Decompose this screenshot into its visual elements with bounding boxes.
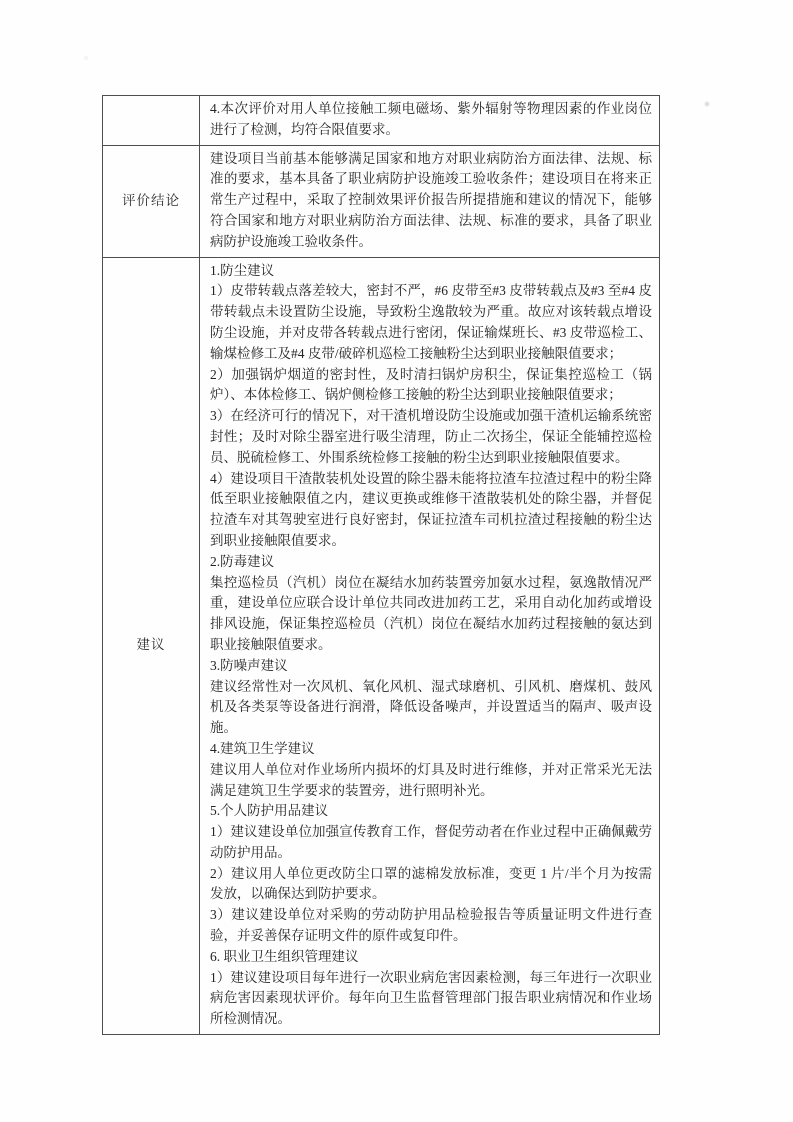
paragraph: 集控巡检员（汽机）岗位在凝结水加药装置旁加氨水过程，氨逸散情况严重，建设单位应联合设计单位共同改进加药工艺，采用自动化加药或增设排风设施，保证集控巡检员（汽机）岗位在凝结水加药过程接触的氨达到职业接触限值要求。 — [210, 574, 652, 652]
row-label: 建议 — [103, 257, 200, 1034]
row-label: 评价结论 — [103, 145, 200, 257]
paragraph: 3.防噪声建议 — [210, 657, 288, 673]
paragraph: 4.建筑卫生学建议 — [210, 740, 315, 756]
paragraph: 3）在经济可行的情况下，对干渣机增设防尘设施或加强干渣机运输系统密封性；及时对除尘器室进行吸尘清理，防止二次扬尘，保证全能辅控巡检员、脱硫检修工、外围系统检修工接触的粉尘达到职业接触限值要求。 — [210, 408, 652, 465]
table-row — [103, 257, 660, 1034]
paragraph: 3）建议建设单位对采购的劳动防护用品检验报告等质量证明文件进行查验，并妥善保存证明文件的原件或复印件。 — [210, 907, 652, 944]
paragraph: 2.防毒建议 — [210, 553, 275, 569]
paragraph: 4.本次评价对用人单位接触工频电磁场、紫外辐射等物理因素的作业岗位进行了检测，均符合限值要求。 — [210, 101, 652, 137]
row-content — [200, 145, 660, 257]
table-row — [103, 96, 660, 146]
table-row — [103, 145, 660, 257]
row-label — [103, 96, 200, 146]
table-body — [103, 96, 660, 1035]
paragraph: 5.个人防护用品建议 — [210, 803, 329, 819]
paragraph: 建议经常性对一次风机、氧化风机、湿式球磨机、引风机、磨煤机、鼓风机及各类泵等设备进行润滑，降低设备噪声，并设置适当的隔声、吸声设施。 — [210, 678, 652, 736]
paragraph: 1）皮带转载点落差较大，密封不严，#6 皮带至#3 皮带转载点及#3 至#4 皮带转载点未设置防尘设施，导致粉尘逸散较为严重。故应对该转载点增设防尘设施，并对皮带各转载点进行密闭，保证输煤班长、#3 皮带巡检工、输煤检修工及#4 皮带/破碎机巡检工接触粉尘达到职业接触限值要求； — [210, 283, 652, 361]
paragraph: 1.防尘建议 — [210, 262, 275, 278]
paragraph: 1）建议建设项目每年进行一次职业病危害因素检测，每三年进行一次职业病危害因素现状评价。每年向卫生监督管理部门报告职业病情况和作业场所检测情况。 — [210, 969, 652, 1027]
paragraph: 6. 职业卫生组织管理建议 — [210, 948, 359, 964]
row-content — [200, 257, 660, 1034]
paragraph: 4）建设项目干渣散装机处设置的除尘器未能将拉渣车拉渣过程中的粉尘降低至职业接触限值之内，建议更换或维修干渣散装机处的除尘器，并督促拉渣车对其驾驶室进行良好密封，保证拉渣车司机拉渣过程接触的粉尘达到职业接触限值要求。 — [210, 470, 652, 548]
paragraph: 2）加强锅炉烟道的密封性，及时清扫锅炉房积尘，保证集控巡检工（锅炉）、本体检修工、锅炉侧检修工接触的粉尘达到职业接触限值要求； — [210, 366, 652, 403]
paragraph: 建设项目当前基本能够满足国家和地方对职业病防治方面法律、法规、标准的要求，基本具备了职业病防护设施竣工验收条件；建设项目在将来正常生产过程中，采取了控制效果评价报告所提措施和建议的情况下，能够符合国家和地方对职业病防治方面法律、法规、标准的要求，具备了职业病防护设施竣工验收条件。 — [210, 150, 652, 249]
paragraph: 建议用人单位对作业场所内损坏的灯具及时进行维修，并对正常采光无法满足建筑卫生学要求的装置旁，进行照明补光。 — [210, 761, 652, 798]
paragraph: 1）建议建设单位加强宣传教育工作，督促劳动者在作业过程中正确佩戴劳动防护用品。 — [210, 824, 652, 860]
paragraph: 2）建议用人单位更改防尘口罩的滤棉发放标准，变更 1 片/半个月为按需发放，以确保达到防护要求。 — [210, 865, 652, 902]
evaluation-conclusion-table — [102, 95, 660, 1035]
row-content — [200, 96, 660, 146]
